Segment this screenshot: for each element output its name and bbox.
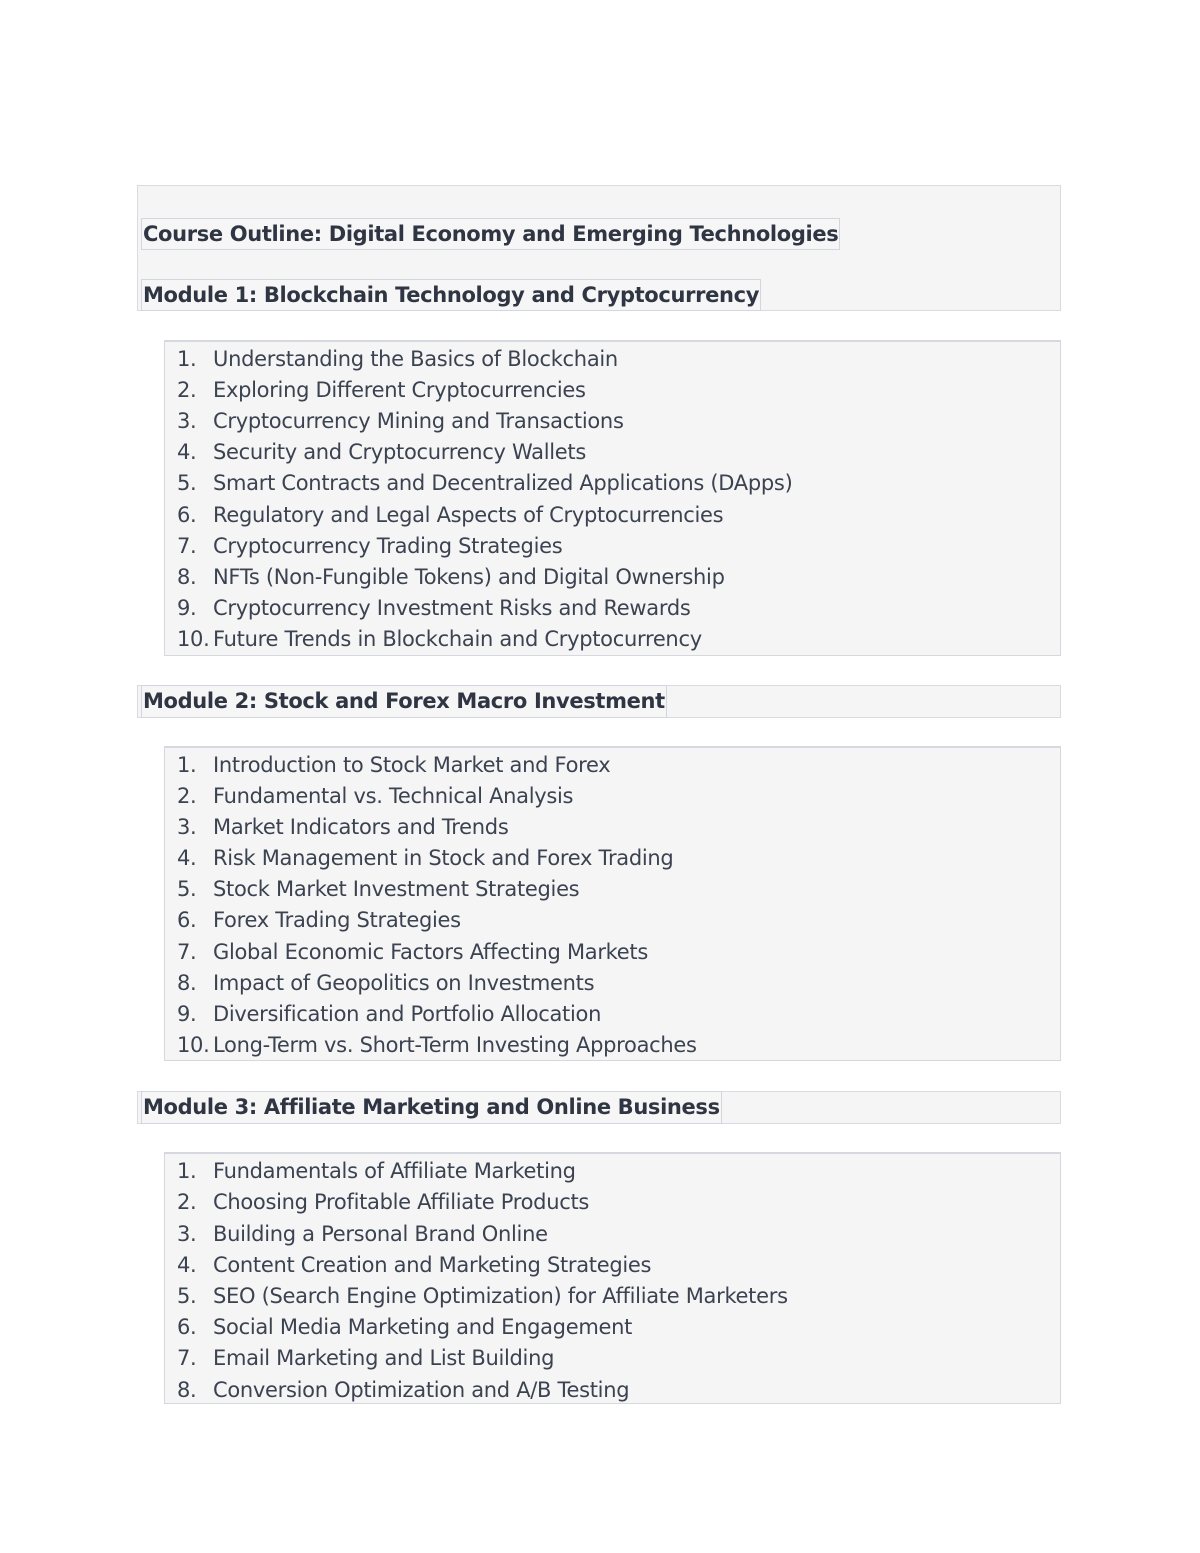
list-item	[177, 1281, 788, 1312]
item-number: 6.	[177, 908, 197, 932]
item-text: Impact of Geopolitics on Investments	[213, 971, 595, 995]
item-number: 8.	[177, 565, 197, 589]
item-text: Cryptocurrency Mining and Transactions	[213, 409, 624, 433]
item-text: Fundamentals of Affiliate Marketing	[213, 1159, 576, 1183]
module-2-heading: Module 2: Stock and Forex Macro Investment	[141, 685, 667, 718]
item-text: Forex Trading Strategies	[213, 908, 461, 932]
list-item	[177, 1219, 548, 1250]
item-text: Future Trends in Blockchain and Cryptocurrency	[213, 627, 702, 651]
list-item	[177, 624, 702, 655]
list-item	[177, 562, 725, 593]
list-item	[177, 1187, 589, 1218]
item-text: Social Media Marketing and Engagement	[213, 1315, 633, 1339]
item-text: Building a Personal Brand Online	[213, 1222, 548, 1246]
course-title: Course Outline: Digital Economy and Emerging Technologies	[141, 218, 840, 250]
item-text: Exploring Different Cryptocurrencies	[213, 378, 586, 402]
item-number: 1.	[177, 347, 197, 371]
list-item	[177, 1375, 629, 1406]
item-number: 1.	[177, 1159, 197, 1183]
list-item	[177, 968, 594, 999]
list-item	[177, 406, 624, 437]
item-number: 3.	[177, 409, 197, 433]
item-text: Smart Contracts and Decentralized Applications (DApps)	[213, 471, 793, 495]
item-text: Conversion Optimization and A/B Testing	[213, 1378, 630, 1402]
item-number: 5.	[177, 877, 197, 901]
item-number: 2.	[177, 1190, 197, 1214]
list-item	[177, 500, 723, 531]
list-item	[177, 437, 586, 468]
item-number: 3.	[177, 1222, 197, 1246]
item-number: 10.	[177, 1033, 210, 1057]
item-text: Regulatory and Legal Aspects of Cryptocurrencies	[213, 503, 724, 527]
item-text: Fundamental vs. Technical Analysis	[213, 784, 574, 808]
list-item	[177, 905, 461, 936]
item-text: Email Marketing and List Building	[213, 1346, 555, 1370]
item-number: 1.	[177, 753, 197, 777]
item-text: NFTs (Non-Fungible Tokens) and Digital Ownership	[213, 565, 725, 589]
item-number: 8.	[177, 1378, 197, 1402]
list-item	[177, 812, 508, 843]
list-item	[177, 344, 618, 375]
item-number: 7.	[177, 1346, 197, 1370]
item-number: 7.	[177, 940, 197, 964]
module-2-heading-block	[137, 685, 1061, 718]
module-1-heading: Module 1: Blockchain Technology and Cryptocurrency	[141, 279, 761, 311]
item-text: Global Economic Factors Affecting Markets	[213, 940, 648, 964]
list-item	[177, 781, 573, 812]
item-number: 8.	[177, 971, 197, 995]
list-item	[177, 937, 648, 968]
list-item	[177, 999, 601, 1030]
item-number: 3.	[177, 815, 197, 839]
list-item	[177, 375, 586, 406]
list-item	[177, 1156, 576, 1187]
module-3-heading: Module 3: Affiliate Marketing and Online Business	[141, 1091, 722, 1124]
list-item	[177, 874, 579, 905]
list-item	[177, 1250, 651, 1281]
item-number: 6.	[177, 503, 197, 527]
item-text: Diversification and Portfolio Allocation	[213, 1002, 602, 1026]
item-text: Cryptocurrency Trading Strategies	[213, 534, 563, 558]
list-item	[177, 1343, 554, 1374]
item-number: 6.	[177, 1315, 197, 1339]
list-item	[177, 468, 792, 499]
item-number: 4.	[177, 1253, 197, 1277]
item-text: Stock Market Investment Strategies	[213, 877, 580, 901]
list-item	[177, 593, 691, 624]
list-item	[177, 531, 562, 562]
item-number: 4.	[177, 440, 197, 464]
item-number: 9.	[177, 1002, 197, 1026]
item-text: Cryptocurrency Investment Risks and Rewards	[213, 596, 691, 620]
item-number: 5.	[177, 1284, 197, 1308]
item-number: 7.	[177, 534, 197, 558]
list-item	[177, 843, 673, 874]
item-number: 5.	[177, 471, 197, 495]
item-number: 9.	[177, 596, 197, 620]
list-item	[177, 1030, 697, 1061]
module-1-list	[164, 340, 1061, 656]
item-text: Understanding the Basics of Blockchain	[213, 347, 618, 371]
item-number: 2.	[177, 378, 197, 402]
item-text: Risk Management in Stock and Forex Trading	[213, 846, 674, 870]
item-number: 10.	[177, 627, 210, 651]
module-3-heading-block	[137, 1091, 1061, 1124]
item-text: Choosing Profitable Affiliate Products	[213, 1190, 590, 1214]
item-text: Content Creation and Marketing Strategies	[213, 1253, 652, 1277]
item-text: Security and Cryptocurrency Wallets	[213, 440, 586, 464]
item-number: 2.	[177, 784, 197, 808]
module-2-list	[164, 746, 1061, 1061]
module-3-list	[164, 1152, 1061, 1404]
item-text: Introduction to Stock Market and Forex	[213, 753, 611, 777]
list-item	[177, 1312, 632, 1343]
item-number: 4.	[177, 846, 197, 870]
item-text: Market Indicators and Trends	[213, 815, 509, 839]
item-text: SEO (Search Engine Optimization) for Affiliate Marketers	[213, 1284, 788, 1308]
item-text: Long-Term vs. Short-Term Investing Approaches	[213, 1033, 697, 1057]
list-item	[177, 750, 610, 781]
